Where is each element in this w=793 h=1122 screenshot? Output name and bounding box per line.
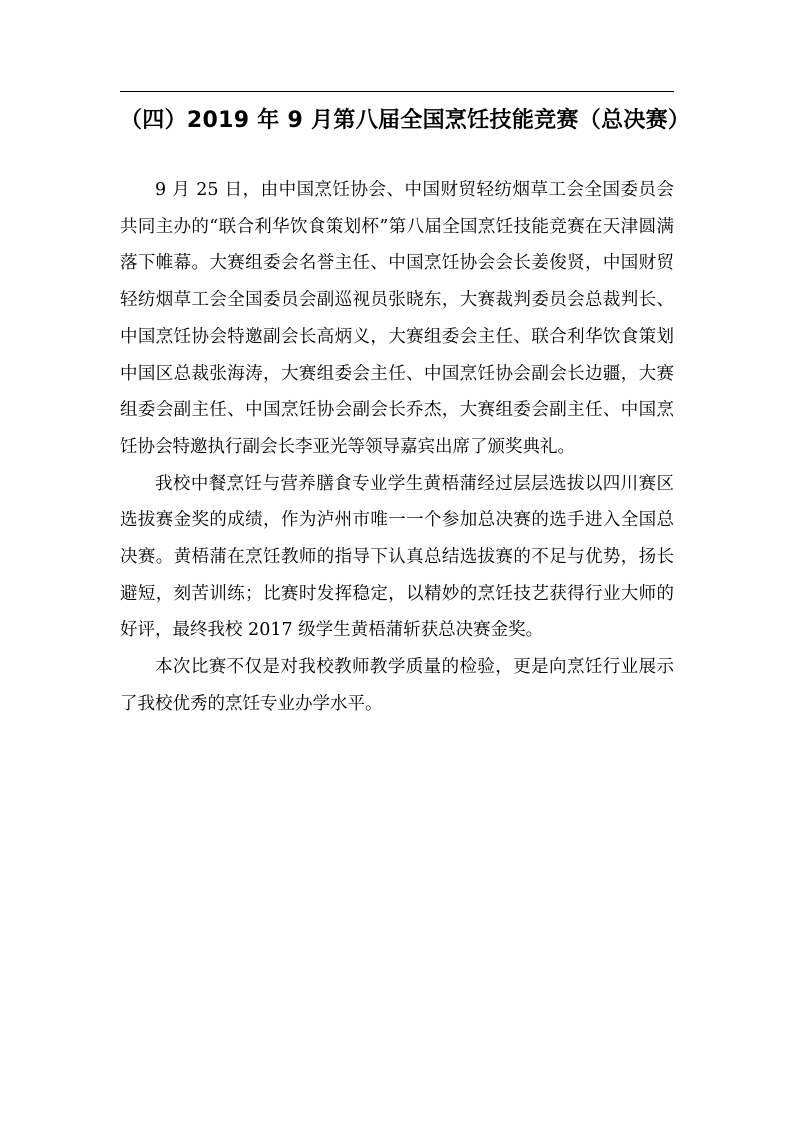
- header-rule: [120, 91, 674, 92]
- article-body: [120, 172, 674, 723]
- paragraph-student-achievement: 我校中餐烹饪与营养膳食专业学生黄梧蒲经过层层选拔以四川赛区选拔赛金奖的成绩，作为泸州市唯一一个参加总决赛的选手进入全国总决赛。黄梧蒲在烹饪教师的指导下认真总结选拔赛的不足与优势，扬长避短，刻苦训练；比赛时发挥稳定，以精妙的烹饪技艺获得行业大师的好评，最终我校 2017 级学生黄梧蒲斩获总决赛金奖。: [120, 473, 674, 641]
- paragraph-conclusion: 本次比赛不仅是对我校教师教学质量的检验，更是向烹饪行业展示了我校优秀的烹饪专业办学水平。: [120, 657, 674, 714]
- section-title: （四）2019 年 9 月第八届全国烹饪技能竞赛（总决赛）: [120, 108, 691, 133]
- paragraph-event-summary: 9 月 25 日，由中国烹饪协会、中国财贸轻纺烟草工会全国委员会共同主办的“联合利华饮食策划杯”第八届全国烹饪技能竞赛在天津圆满落下帷幕。大赛组委会名誉主任、中国烹饪协会会长姜俊贤，中国财贸轻纺烟草工会全国委员会副巡视员张晓东，大赛裁判委员会总裁判长、中国烹饪协会特邀副会长高炳义，大赛组委会主任、联合利华饮食策划中国区总裁张海涛，大赛组委会主任、中国烹饪协会副会长边疆，大赛组委会副主任、中国烹饪协会副会长乔杰，大赛组委会副主任、中国烹饪协会特邀执行副会长李亚光等领导嘉宾出席了颁奖典礼。: [120, 180, 674, 457]
